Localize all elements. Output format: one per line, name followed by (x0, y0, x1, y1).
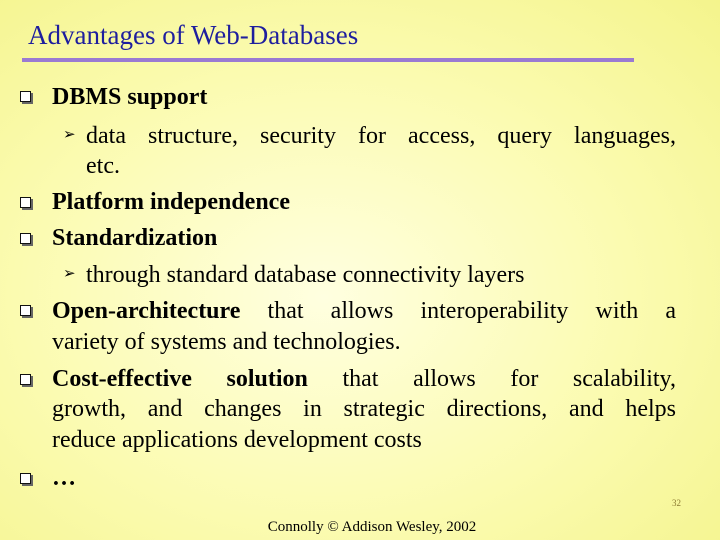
sub-item-dbms-line1: data structure, security for access, query languages, (86, 123, 676, 149)
item-cost-effective-line3: reduce applications development costs (52, 427, 422, 453)
square-bullet-icon (20, 233, 31, 244)
slide-title: Advantages of Web-Databases (28, 20, 359, 50)
item-open-architecture-line2: variety of systems and technologies. (52, 329, 401, 355)
sub-item-standardization: through standard database connectivity layers (86, 262, 525, 288)
square-bullet-icon (20, 197, 31, 208)
arrow-bullet-icon: ➢ (63, 266, 76, 282)
item-ellipsis: … (52, 465, 76, 491)
item-open-architecture-line1 (52, 296, 676, 326)
square-bullet-icon (20, 473, 31, 484)
item-dbms-support: DBMS support (52, 84, 208, 110)
item-cost-effective-line2: growth, and changes in strategic directions, and helps (52, 396, 676, 422)
footer-copyright: Connolly © Addison Wesley, 2002 (267, 519, 477, 535)
item-cost-effective-rest: that allows for scalability, (342, 366, 676, 392)
title-underline (22, 58, 634, 62)
square-bullet-icon (20, 374, 31, 385)
page-number: 32 (672, 498, 681, 508)
arrow-bullet-icon: ➢ (63, 127, 76, 143)
square-bullet-icon (20, 91, 31, 102)
item-cost-effective-line1 (52, 364, 676, 394)
sub-item-dbms-line2: etc. (86, 153, 120, 179)
item-standardization: Standardization (52, 225, 218, 251)
item-cost-effective-bold: Cost-effective solution (52, 366, 308, 392)
item-platform-independence: Platform independence (52, 189, 290, 215)
item-open-architecture-rest: that allows interoperability with a (267, 298, 677, 324)
item-open-architecture-bold: Open-architecture (52, 298, 241, 324)
square-bullet-icon (20, 305, 31, 316)
